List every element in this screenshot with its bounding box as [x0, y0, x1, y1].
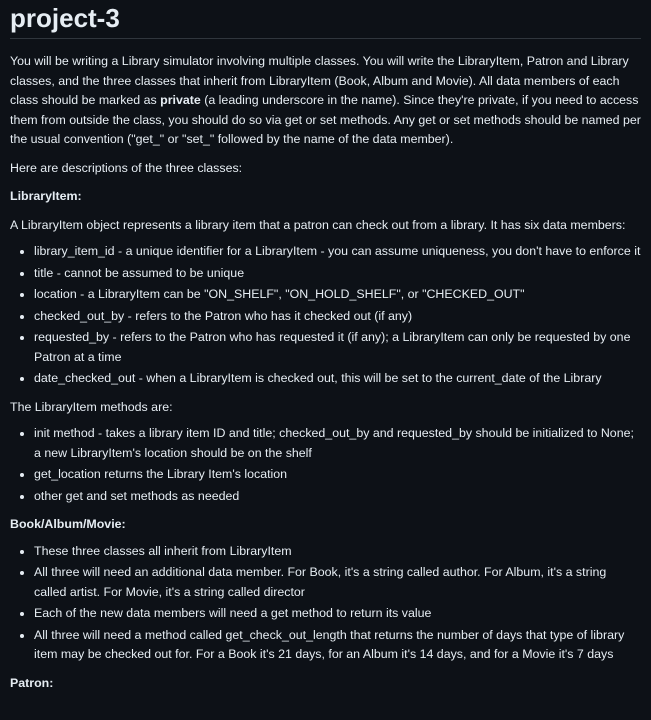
list-item: • location - a LibraryItem can be "ON_SHELF", "ON_HOLD_SHELF", or "CHECKED_OUT" [34, 285, 641, 305]
libraryitem-methods-intro: The LibraryItem methods are: [10, 399, 173, 414]
intro-paragraph [10, 52, 641, 150]
list-item: • All three will need an additional data member. For Book, it's a string called author. For Album, it's a string called artist. For Movie, it's a string called director [34, 563, 641, 602]
intro-bold-word: private [160, 93, 201, 107]
book-album-movie-heading: Book/Album/Movie: [10, 517, 126, 531]
list-item: • checked_out_by - refers to the Patron who has it checked out (if any) [34, 307, 641, 327]
list-item: • get_location returns the Library Item's location [34, 465, 641, 485]
list-item: • other get and set methods as needed [34, 487, 641, 507]
page-title: project-3 [10, 0, 641, 39]
book-album-movie-list [10, 542, 641, 665]
list-item: • These three classes all inherit from LibraryItem [34, 542, 641, 562]
libraryitem-description: A LibraryItem object represents a library item that a patron can check out from a library. It has six data members: [10, 217, 626, 232]
descriptions-intro: Here are descriptions of the three classes: [10, 160, 243, 175]
list-item: • Each of the new data members will need a get method to return its value [34, 604, 641, 624]
list-item: • date_checked_out - when a LibraryItem is checked out, this will be set to the current_date of the Library [34, 369, 641, 389]
list-item: • library_item_id - a unique identifier for a LibraryItem - you can assume uniqueness, you don't have to enforce it [34, 242, 641, 262]
list-item: • title - cannot be assumed to be unique [34, 264, 641, 284]
libraryitem-data-members-list [10, 242, 641, 389]
patron-heading: Patron: [10, 675, 54, 690]
list-item: • init method - takes a library item ID and title; checked_out_by and requested_by should be initialized to None; a new LibraryItem's location should be on the shelf [34, 424, 641, 463]
intro-text-end: (a leading underscore in the name). Since they're private, if you need to access them from outside the class, you should do so via get or set methods. Any get or set methods should be named per the usual convention ("get_" or "set_" followed by the name of the data member). [10, 93, 641, 146]
list-item: • requested_by - refers to the Patron who has requested it (if any); a LibraryItem can only be requested by one Patron at a time [34, 328, 641, 367]
list-item: • All three will need a method called get_check_out_length that returns the number of days that type of library item may be checked out for. For a Book it's 21 days, for an Album it's 14 days, and for a Movie it's 7 days [34, 626, 641, 665]
libraryitem-methods-list [10, 424, 641, 506]
intro-text-start: You will be writing a Library simulator involving multiple classes. You will write the LibraryItem, Patron and Library classes, and the three classes that inherit from LibraryItem (Book, Album and Movie). All data members of each class should be marked as [10, 54, 629, 107]
libraryitem-heading: LibraryItem: [10, 189, 82, 203]
